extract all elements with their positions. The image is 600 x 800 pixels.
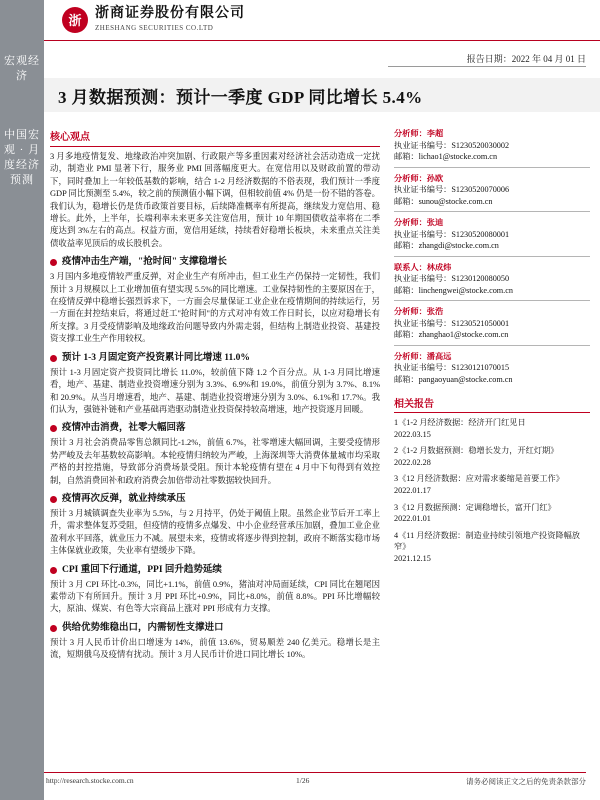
page-title: 3 月数据预测：预计一季度 GDP 同比增长 5.4% (58, 88, 423, 107)
analyst-email[interactable]: 邮箱：pangaoyuan@stocke.com.cn (394, 374, 513, 384)
bullet-dot-icon (50, 259, 57, 266)
analyst-license: 执业证书编号：S1230521050001 (394, 318, 510, 328)
footer-disclaimer: 请务必阅读正文之后的免责条款部分 (466, 777, 586, 786)
analyst-divider (394, 300, 590, 301)
related-report-date: 2021.12.15 (394, 553, 431, 563)
company-name-en: ZHESHANG SECURITIES CO.LTD (95, 24, 214, 32)
related-reports-heading: 相关报告 (394, 399, 434, 410)
section-bullet-5 (50, 565, 380, 576)
section-paragraph: 预计 1-3 月固定资产投资同比增长 11.0%，较前值下降 1.2 个百分点。从 1-3 月同比增速看，地产、基建、制造业投资增速分别为 3.3%、6.9%和 19.0%，前值分别为 3.7%、8.1%和 20.9%。从当月增速看，地产、基建、制造业投资增速分别为 3.0%、6.1%和 17.7%。我们认为，强链补链和产业基础再造驱动制造业投资保持较高增速，地产投资逐月回暖。 (50, 367, 380, 414)
analyst-divider (394, 211, 590, 212)
related-report-date: 2022.03.15 (394, 429, 431, 439)
logo-mark-icon: 浙 (62, 7, 88, 33)
related-report-date: 2022.01.01 (394, 514, 431, 524)
analyst-license: 执业证书编号：S1230520030002 (394, 140, 510, 150)
bullet-dot-icon (50, 567, 57, 574)
analyst-divider (394, 256, 590, 257)
analyst-block-5 (394, 306, 590, 341)
analyst-license: 执业证书编号：S1230120080050 (394, 274, 510, 283)
analyst-role: 分析师：潘高远 (394, 351, 452, 361)
section-paragraph: 预计 3 月城镇调查失业率为 5.5%，与 2 月持平，仍处于阈值上限。虽然企业节后开工率上升，需求整体复苏受阻，但疫情的疫情多点爆发、中小企业经营承压加剧，叠加工业企业盈利水平回落，就业压力不减。展望未来，疫情或将逐步得到控制，政府不断落实稳市场主体保就业政策，失业率有望缓步下降。 (50, 508, 380, 556)
related-divider (394, 412, 590, 413)
footer-page-number: 1/26 (296, 776, 310, 785)
section-label: 预计 1-3 月固定资产投资累计同比增速 11.0% (62, 352, 250, 363)
side-label-series: 中国宏观 · 月度经济预测 (3, 129, 41, 186)
analyst-license: 执业证书编号：S1230121070015 (394, 363, 510, 372)
bullet-dot-icon (50, 625, 57, 632)
side-label-macro: 宏观经济 (4, 55, 40, 82)
bullet-dot-icon (50, 496, 57, 503)
date-divider (388, 66, 586, 67)
analyst-email[interactable]: 邮箱：lichao1@stocke.com.cn (394, 152, 498, 161)
related-report-item[interactable] (394, 502, 590, 525)
main-column (50, 128, 380, 668)
section-paragraph: 预计 3 月社会消费品零售总额同比-1.2%，前值 6.7%，社零增速大幅回调，主要受疫情形势严峻及去年基数较高影响。本轮疫情归纳较为严峻，上海深圳等大消费体量城市均采取严格的封控措施，导致部分消费场景受阻。预计本轮疫情有望在 4 月中下旬得到有效控制，自然消费回补和政府消费会加倍带动社零数据较快回升。 (50, 438, 380, 485)
related-report-title: 1《1-2 月经济数据：经济开门红见日 (394, 418, 526, 427)
section-paragraph: 预计 3 月人民币计价出口增速为 14%，前值 13.6%，贸易顺差 240 亿美元。稳增长是主流，短期俄乌及疫情有扰动。预计 3 月人民币计价进口同比增长 10%。 (50, 637, 380, 660)
page-header (0, 0, 600, 41)
related-report-title: 3《12 月经济数据：应对需求萎缩是首要工作》 (394, 474, 564, 484)
section-label: 疫情冲击生产端，"抢时间" 支撑稳增长 (62, 257, 227, 268)
analyst-email[interactable]: 邮箱：zhangdi@stocke.com.cn (394, 241, 499, 250)
related-report-date: 2022.01.17 (394, 485, 431, 495)
section-bullet-6 (50, 623, 380, 634)
analyst-role: 分析师：张迪 (394, 218, 444, 227)
analyst-block-3 (394, 217, 590, 252)
related-report-title: 3《12 月数据预测：定调稳增长，富开门红》 (394, 502, 556, 512)
section-label: 疫情再次反弹，就业持续承压 (62, 493, 186, 504)
analyst-license: 执业证书编号：S1230520080001 (394, 229, 510, 239)
section-label: CPI 重回下行通道，PPI 回升趋势延续 (62, 564, 222, 575)
section-paragraph: 预计 3 月 CPI 环比-0.3%，同比+1.1%，前值 0.9%，猪油对冲局面延续，CPI 同比在翘尾因素带动下有所回升。预计 3 月 PPI 环比+0.9%，同比+8.0%，前值 8.8%。PPI 环比增幅较大，原油、煤炭、有色等大宗商品上涨对 PPI 形成有力支撑。 (50, 579, 380, 614)
related-report-item[interactable] (394, 417, 590, 440)
analyst-block-6 (394, 351, 590, 386)
analyst-email[interactable]: 邮箱：linchengwei@stocke.com.cn (394, 285, 513, 295)
footer-divider (44, 772, 586, 773)
section-bullet-4 (50, 494, 380, 505)
analyst-divider (394, 345, 590, 346)
related-report-item[interactable] (394, 530, 590, 565)
analyst-license: 执业证书编号：S1230520070006 (394, 185, 510, 194)
right-column (394, 128, 590, 570)
section-label: 疫情冲击消费，社零大幅回落 (62, 423, 186, 434)
analyst-block-2 (394, 173, 590, 208)
bullet-dot-icon (50, 355, 57, 362)
bullet-dot-icon (50, 425, 57, 432)
section-bullet-1 (50, 257, 380, 268)
core-paragraph: 3 月多地疫情复发、地缘政治冲突加剧、行政限产等多重因素对经济社会活动造成一定扰动，制造业 PMI 显著下行，服务业 PMI 回落幅度更大。在宽信用以及财政前置的带动下，同时叠加上一年较低基数的影响，结合 1-2 月经济数据的不俗表现，我们预计一季度 GDP 同比预测至 5.4%，较之前的预测值小幅下调，但相较前值 4% 仍是一份不错的答卷。我们认为，稳增长仍是货币政策首要目标，后续降准概率有所提高，继续发力宽信用、稳增长。此外，上半年，长端利率未来更多关注宽信用，预计 10 年期国债收益率将在二季度达到 3%左右的高点。权益方面，宽信用延续，持续看好稳增长板块，未来重点关注美债收益率见顶后的成长股机会。 (50, 152, 380, 248)
company-name-cn: 浙商证券股份有限公司 (95, 6, 245, 21)
related-report-item[interactable] (394, 445, 590, 468)
section-label: 供给优势维稳出口，内需韧性支撑进口 (62, 622, 224, 633)
analyst-role: 分析师：张浩 (394, 307, 444, 316)
related-report-title: 2《1-2 月数据预测：稳增长发力，开红灯期》 (394, 446, 559, 456)
analyst-block-4 (394, 262, 590, 297)
section-paragraph: 3 月国内多地疫情较严重反弹，对企业生产有所冲击，但工业生产仍保持一定韧性，我们预计 3 月规模以上工业增加值有望实现 5.5%的同比增速。工业保持韧性的主要原因在于，在疫情反弹中稳增长强烈诉求下，一方面会尽量保证工业企业在疫情期间的持续运行，另一方面在封控结束后，将通过赶工"抢时间"的方式对冲有效工作日时长，以应对稳增长有所支撑。3 月受疫情影响及地缘政治问题导致内外需走弱，但结构上制造业投资、基建投资支撑工业生产作用较权。 (50, 272, 380, 344)
analyst-block-1 (394, 128, 590, 163)
related-report-item[interactable] (394, 473, 590, 496)
core-heading: 核心观点 (50, 132, 90, 143)
section-bullet-3 (50, 423, 380, 434)
related-report-date: 2022.02.28 (394, 457, 431, 467)
analyst-role: 分析师：孙欧 (394, 173, 444, 183)
analyst-role: 分析师：李超 (394, 129, 444, 138)
report-date: 报告日期：2022 年 04 月 01 日 (466, 54, 586, 64)
analyst-divider (394, 167, 590, 168)
logo-text (95, 6, 245, 33)
analyst-email[interactable]: 邮箱：sunou@stocke.com.cn (394, 196, 493, 206)
footer-url[interactable]: http://research.stocke.com.cn (46, 776, 134, 785)
related-report-title: 4《11 月经济数据：制造业持续引领地产投资降幅放窄》 (394, 530, 580, 552)
analyst-email[interactable]: 邮箱：zhanghao1@stocke.com.cn (394, 330, 509, 339)
company-logo (62, 6, 245, 33)
section-bullet-2 (50, 353, 380, 364)
side-band (0, 0, 44, 800)
core-divider (50, 146, 380, 147)
analyst-role: 联系人：林成炜 (394, 262, 452, 272)
